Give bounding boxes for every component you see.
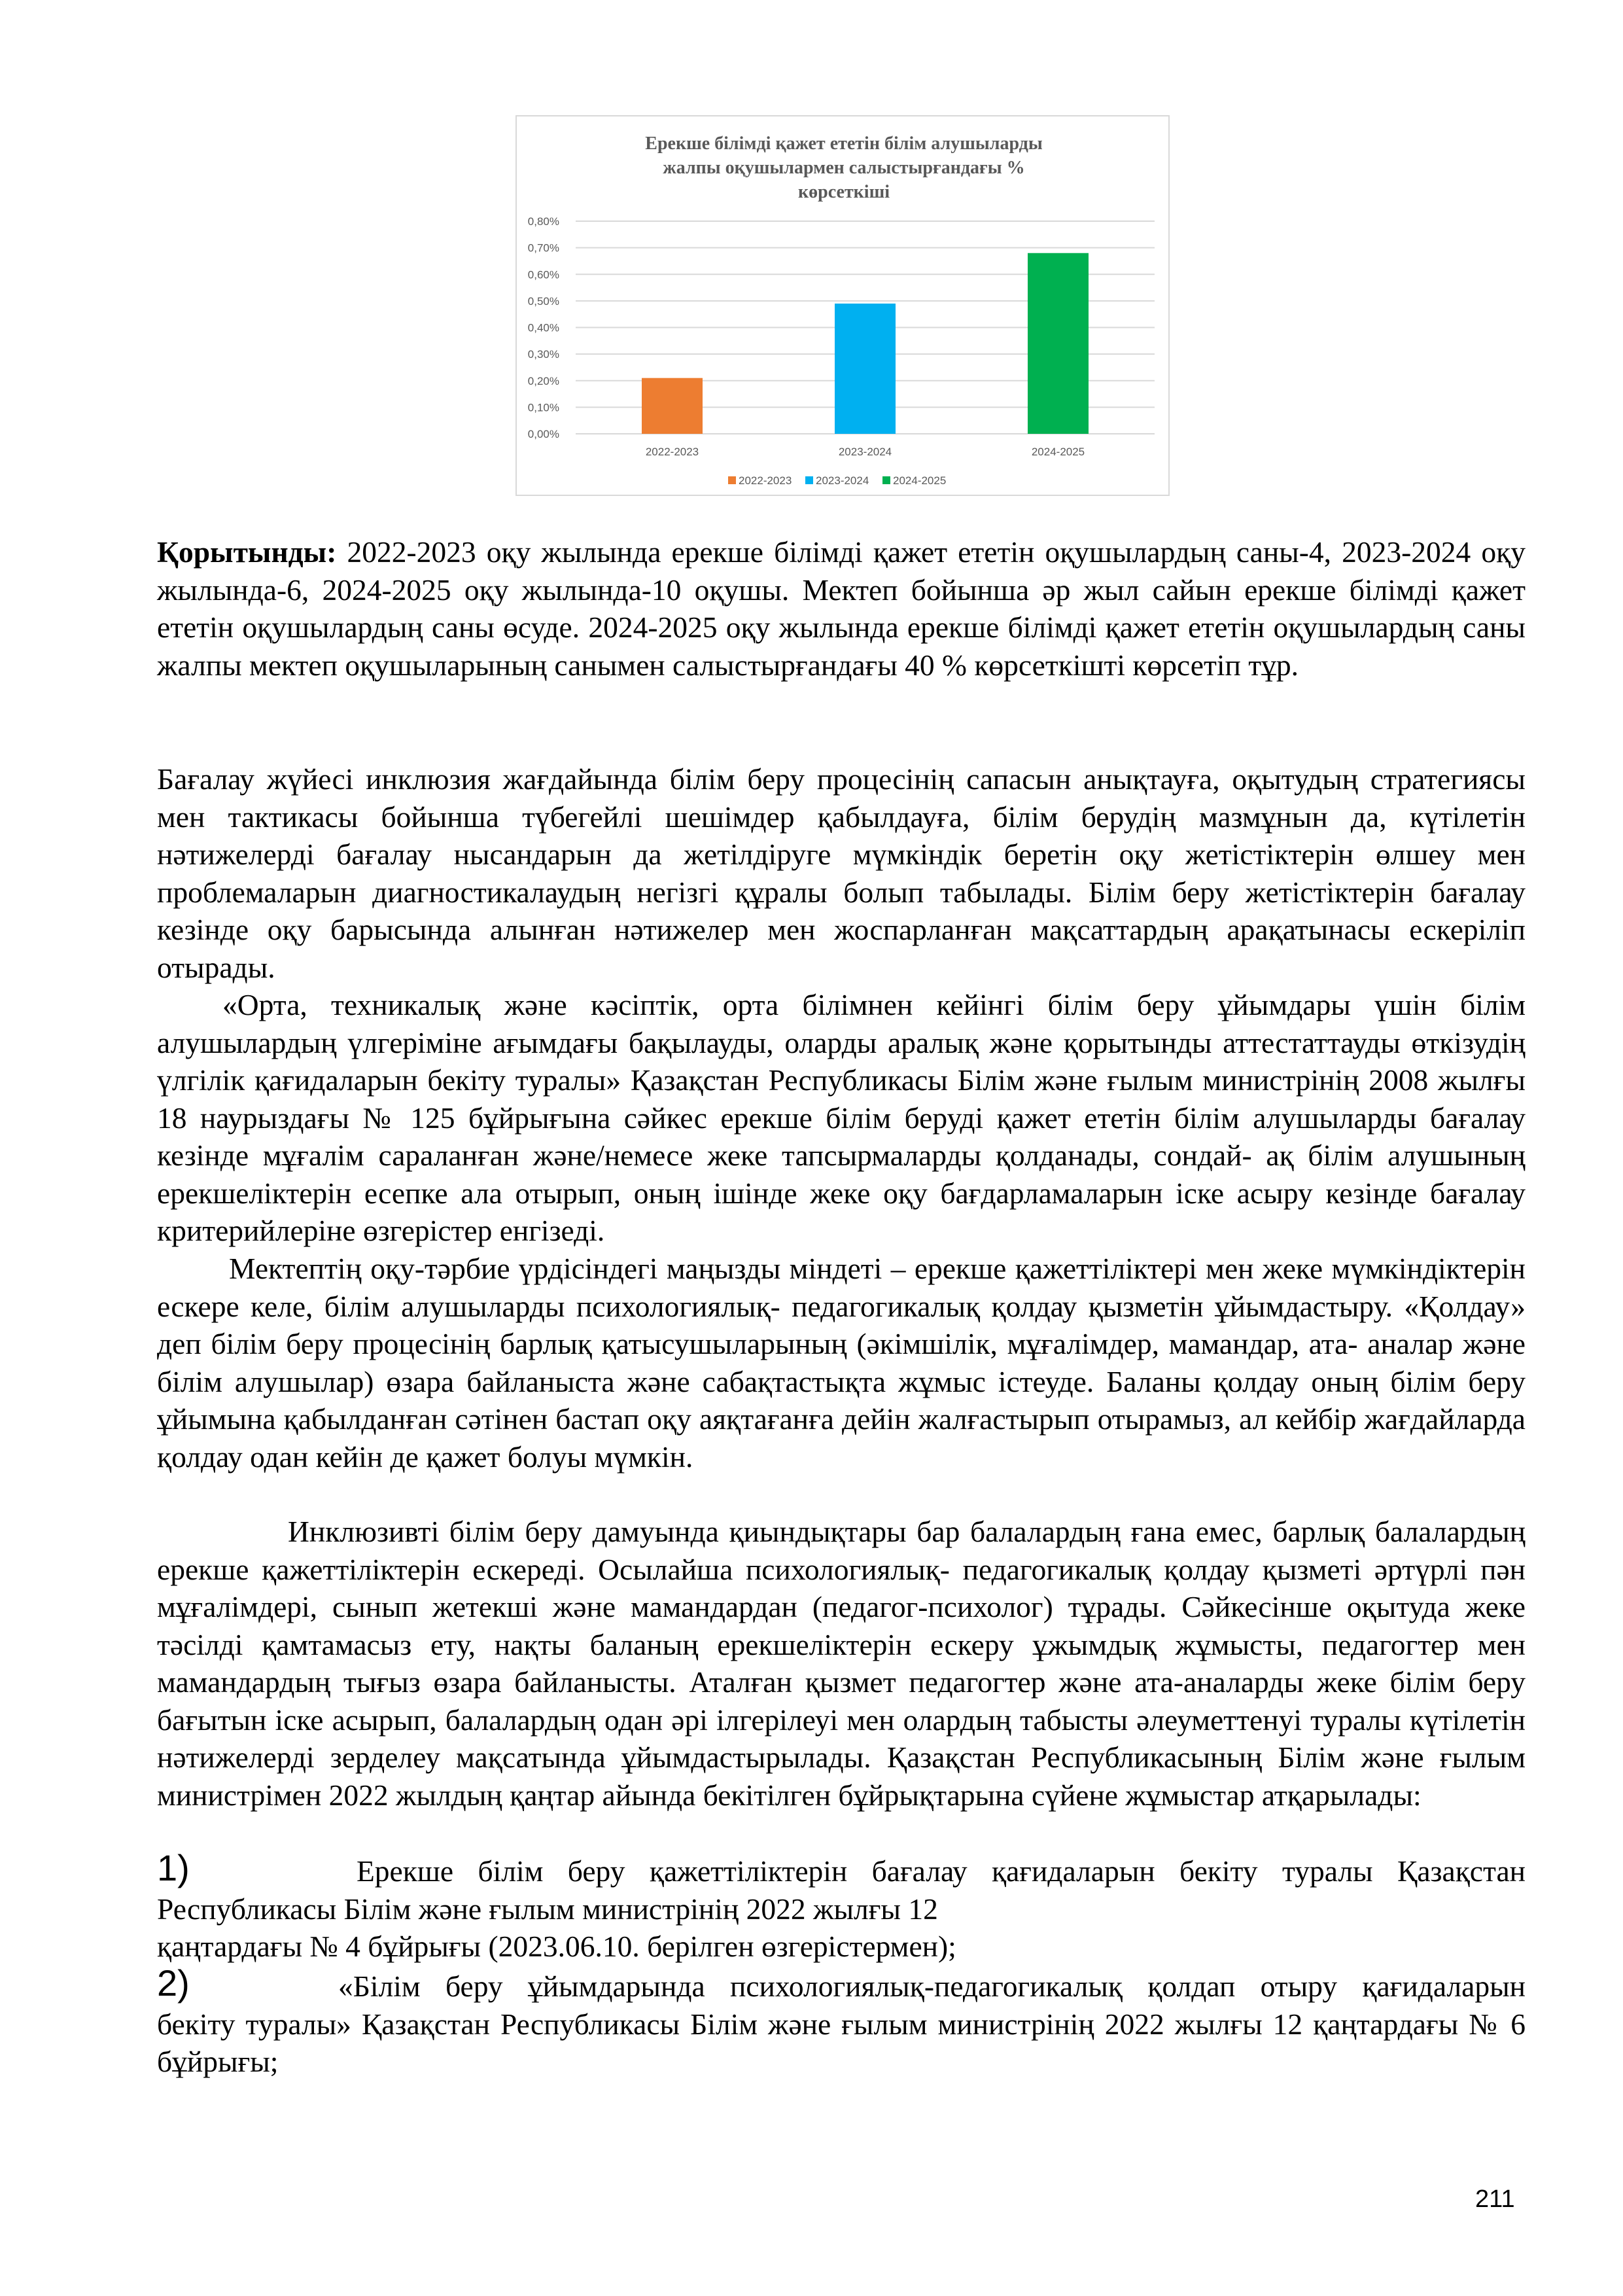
legend-swatch [728,476,736,484]
x-category-label: 2024-2025 [1031,446,1085,458]
list-item-2-rest: бекіту туралы» Қазақстан Республикасы Білім және ғылым министрінің 2022 жылғы 12 қаңтардағы № 6 бұйрығы; [157,2007,1526,2078]
y-tick-label: 0,30% [527,348,559,361]
y-tick-label: 0,10% [527,401,559,414]
conclusion-label: Қорытынды: [157,535,337,569]
x-category-label: 2023-2024 [838,446,892,458]
list-number-1: 1) [157,1847,190,1888]
bar-2023-2024 [835,304,896,434]
legend-label: 2022-2023 [739,474,792,487]
paragraph-inclusive-education: Инклюзивті білім беру дамуында қиындықтары бар балалардың ғана емес, барлық балалардың ерекше қажеттіліктерін ескереді. Осылайша психологиялық- педагогикалық қолдау қызметі әртүрлі пән мұғалімдері, сынып жетекші және мамандардан (педагог-психолог) тұрады. Сәйкесінше оқытуда жеке тәсілді қамтамасыз ету, нақты баланың ерекшеліктерін ескеру ұжымдық жұмысты, педагогтер мен мамандардың тығыз өзара байланысты. Аталған қызмет педагогтер және ата-аналарды жеке білім беру бағытын іске асырып, балалардың одан әрі ілгерілеуі мен олардың табысты әлеуметтенуі туралы күтілетін нәтижелерді зерделеу мақсатында ұйымдастырылады. Қазақстан Республикасының Білім және ғылым министрімен 2022 жылдың қаңтар айында бекітілген бұйрықтарына сүйене жұмыстар атқарылады: [157,1515,1526,1812]
y-tick-label: 0,20% [527,374,559,387]
list-item-1-line-2: Республикасы Білім және ғылым министрінің 2022 жылғы 12 [157,1892,938,1926]
paragraph-assessment-system: Бағалау жүйесі инклюзия жағдайында білім беру процесінің сапасын анықтауға, оқытудың стратегиясы мен тактикасы бойынша түбегейлі шешімдер қабылдауға, білім берудің мазмұнын да, күтілетін нәтижелерді бағалау нысандарын да жетілдіруге мүмкіндік беретін оқу жетістіктерін өлшеу мен проблемаларын диагностикалаудың негізгі құралы болып табылады. Білім беру жетістіктерін бағалау кезінде оқу барысында алынған нәтижелер мен жоспарланған мақсаттардың арақатынасы ескеріліп отырады. [157,762,1526,984]
conclusion-paragraph [157,533,1526,684]
list-number-2: 2) [157,1962,190,2004]
list-item-1-first-line: Ерекше білім беру қажеттіліктерін бағалау қағидаларын бекіту туралы Қазақстан [357,1854,1526,1888]
y-tick-label: 0,70% [527,241,559,255]
legend-label: 2024-2025 [893,474,947,487]
y-tick-label: 0,80% [527,215,559,228]
y-tick-label: 0,60% [527,268,559,281]
chart-title [645,133,1043,202]
legend-swatch [805,476,813,484]
paragraph-support-service: Мектептің оқу-тәрбие үрдісіндегі маңызды міндеті – ерекше қажеттіліктері мен жеке мүмкіндіктерін ескере келе, білім алушыларды психологиялық- педагогикалық қолдау қызметін ұйымдастыру. «Қолдау» деп білім беру процесінің барлық қатысушыларының (әкімшілік, мұғалімдер, мамандар, ата- аналар және білім алушылар) өзара байланыста және сабақтастықта жұмыс істеуде. Баланы қолдау оның білім беру ұйымына қабылданған сәтінен бастап оқу аяқтағанға дейін жалғастырып отырамыз, ал кейбір жағдайларда қолдау одан кейін де қажет болуы мүмкін. [157,1252,1526,1474]
bar-2024-2025 [1028,253,1089,434]
chart-legend [728,474,946,487]
bar-2022-2023 [642,378,703,434]
page-number: 211 [1475,2185,1515,2213]
chart-title-line: жалпы оқушылармен салыстырғандағы % [663,158,1025,178]
list-item-2 [157,1962,1526,2081]
chart [515,115,1170,496]
y-tick-label: 0,00% [527,428,559,440]
x-axis-category-labels [646,446,1085,458]
y-axis-tick-labels [528,215,559,440]
legend-swatch [882,476,890,484]
y-tick-label: 0,40% [527,321,559,334]
paragraph-regulation: «Орта, техникалық және кәсіптік, орта білімнен кейінгі білім беру ұйымдары үшін білім алушылардың үлгеріміне ағымдағы бақылауды, оларды аралық және қорытынды аттестаттауды өткізудің үлгілік қағидаларын бекіту туралы» Қазақстан Республикасы Білім және ғылым министрінің 2008 жылғы 18 наурыздағы № 125 бұйрығына сәйкес ерекше білім беруді қажет ететін білім алушыларды бағалау кезінде мұғалім сараланған және/немесе жеке тапсырмаларды қолданады, сондай- ақ білім алушының ерекшеліктерін есепке ала отырып, оның ішінде жеке оқу бағдарламаларын іске асыру кезінде бағалау критерийлеріне өзгерістер енгізеді. [157,988,1526,1247]
chart-title-line: Ерекше білімді қажет ететін білім алушыларды [645,133,1043,154]
conclusion-text: 2022-2023 оқу жылында ерекше білімді қажет ететін оқушылардың саны-4, 2023-2024 оқу жылында-6, 2024-2025 оқу жылында-10 оқушы. Мектеп бойынша әр жыл сайын ерекше білімді қажет ететін оқушылардың саны өсуде. 2024-2025 оқу жылында ерекше білімді қажет ететін оқушылардың саны жалпы мектеп оқушыларының санымен салыстырғандағы 40 % көрсеткішті көрсетіп тұр. [157,535,1526,682]
y-tick-label: 0,50% [527,294,559,308]
list-item-1 [157,1847,1526,1966]
chart-title-line: көрсеткіші [798,182,890,202]
bar-chart [517,116,1171,497]
list-item-1-line-3: қаңтардағы № 4 бұйрығы (2023.06.10. берілген өзгерістермен); [157,1930,956,1963]
list-item-2-first-line: «Білім беру ұйымдарында психологиялық-педагогикалық қолдап отыру қағидаларын [338,1969,1526,2003]
x-category-label: 2022-2023 [645,446,699,458]
legend-label: 2023-2024 [816,474,869,487]
